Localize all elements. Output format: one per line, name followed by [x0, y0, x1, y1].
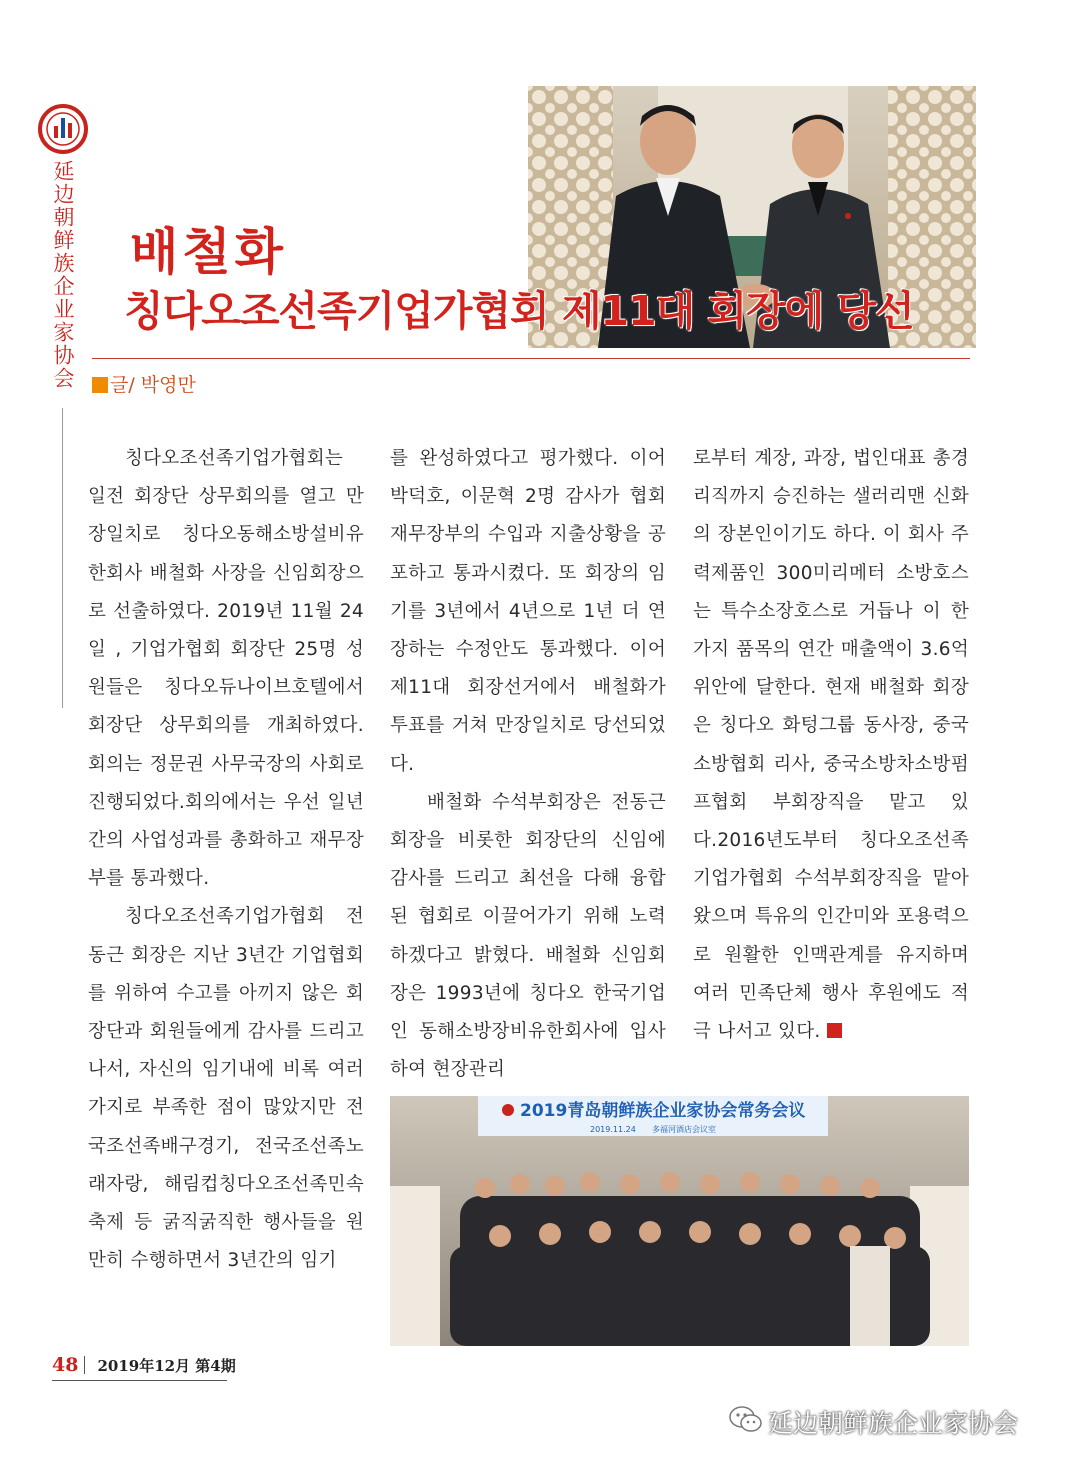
issue-label: 2019年12月 第4期 [97, 1357, 236, 1375]
page-number: 48 [52, 1354, 79, 1376]
byline [92, 370, 196, 397]
paragraph: 배철화 수석부회장은 전동근 회장을 비롯한 회장단의 신임에 감사를 드리고 최선을 다해 융합된 협회로 이끌어가기 위해 노력하겠다고 밝혔다. 배철화 신임회장은 1993년에 칭다오 한국기업인 동해소방장비유한회사에 입사하여 현장관리 [390, 791, 666, 1081]
article-column-3 [693, 440, 969, 1051]
wechat-account-name: 延边朝鲜族企业家协会 [768, 1409, 1019, 1438]
banner-venue: 多福河酒店会议室 [652, 1125, 716, 1134]
wechat-icon [728, 1404, 764, 1436]
paragraph [693, 440, 969, 1051]
group-meeting-photo [390, 1096, 969, 1346]
side-divider [62, 408, 63, 708]
article-column-2 [390, 440, 666, 1089]
wechat-watermark [728, 1402, 1048, 1438]
end-mark-icon [827, 1023, 842, 1038]
association-logo-icon [38, 104, 88, 154]
title-divider [92, 358, 970, 359]
banner-date: 2019.11.24 [590, 1125, 636, 1134]
article-title-name: 배철화 [130, 223, 287, 281]
banner-title: 2019青岛朝鲜族企业家协会常务会议 [520, 1101, 806, 1121]
byline-square-icon [92, 377, 108, 393]
article-subtitle: 칭다오조선족기업가협회 제11대 회장에 당선 [124, 287, 914, 335]
page-footer [52, 1354, 236, 1376]
paragraph: 칭다오조선족기업가협회는 일전 회장단 상무회의를 열고 만장일치로 칭다오동해소방설비유한회사 배철화 사장을 신임회장으로 선출하였다. 2019년 11월 24일 , 기업가협회 회장단 25명 성원들은 칭다오듀나이브호텔에서 회장단 상무회의를 개최하였다. 회의는 정문권 사무국장의 사회로 진행되었다.회의에서는 우선 일년간의 사업성과를 총화하고 재무장부를 통과했다. [88, 448, 364, 890]
byline-author: 글/ 박영만 [110, 374, 196, 396]
footer-separator [84, 1356, 85, 1374]
footer-divider [52, 1380, 227, 1381]
paragraph: 를 완성하였다고 평가했다. 이어 박덕호, 이문혁 2명 감사가 협회 재무장부의 수입과 지출상황을 공포하고 통과시켰다. 또 회장의 임기를 3년에서 4년으로 1년 더 연장하는 수정안도 통과했다. 이어 제11대 회장선거에서 배철화가 투표를 거쳐 만장일치로 당선되었다. [390, 448, 666, 775]
article-column-1 [88, 440, 364, 1280]
paragraph-text: 로부터 계장, 과장, 법인대표 총경리직까지 승진하는 샐러리맨 신화의 장본인이기도 하다. 이 회사 주력제품인 300미리메터 소방호스는 특수소장호스로 거듭나 이 한가지 품목의 연간 매출액이 3.6억 위안에 달한다. 현재 배철화 회장은 칭다오 화텅그룹 동사장, 중국소방협회 리사, 중국소방차소방펌프협회 부회장직을 맡고 있다.2016년도부터 칭다오조선족기업가협회 수석부회장직을 맡아왔으며 특유의 인간미와 포용력으로 원활한 인맥관계를 유지하며 여러 민족단체 행사 후원에도 적극 나서고 있다. [693, 448, 969, 1043]
vertical-org-name: 延边朝鲜族企业家协会 [51, 160, 75, 390]
paragraph: 칭다오조선족기업가협회 전동근 회장은 지난 3년간 기업협회를 위하여 수고를 아끼지 않은 회장단과 회원들에게 감사를 드리고나서, 자신의 임기내에 비록 여러가지로 부족한 점이 많았지만 전국조선족배구경기, 전국조선족노래자랑, 해림컵칭다오조선족민속축제 등 굵직굵직한 행사들을 원만히 수행하면서 3년간의 임기 [88, 906, 364, 1272]
